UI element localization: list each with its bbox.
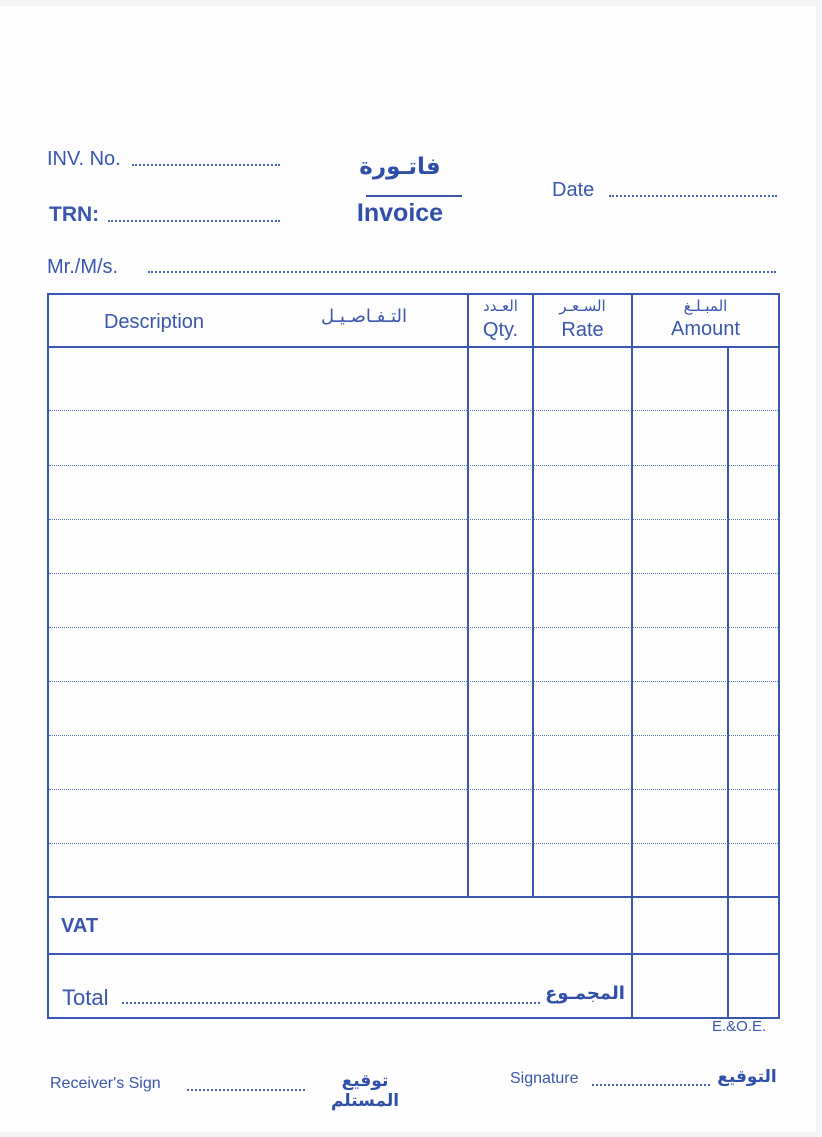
item-row-line bbox=[49, 681, 629, 682]
total-label: Total bbox=[62, 985, 109, 1010]
amount-row-line bbox=[633, 681, 778, 682]
signature-label: Signature bbox=[510, 1070, 579, 1087]
total-row-line bbox=[49, 953, 778, 955]
eoe-note: E.&O.E. bbox=[712, 1018, 767, 1035]
item-row-line bbox=[49, 465, 629, 466]
item-row-line bbox=[49, 789, 629, 790]
column-header-description-ar: التـفـاصـيـل bbox=[321, 306, 407, 327]
item-row-line bbox=[49, 843, 629, 844]
amount-row-line bbox=[633, 627, 778, 628]
receiver-sign-label: Receiver's Sign bbox=[50, 1075, 161, 1092]
item-row-line bbox=[49, 573, 629, 574]
page-title: Invoice bbox=[356, 199, 444, 227]
column-header-rate: Rate bbox=[561, 319, 604, 341]
signature-field[interactable] bbox=[592, 1084, 710, 1086]
column-header-amount: Amount bbox=[671, 318, 740, 340]
signature-label-ar: التوقيع bbox=[717, 1067, 777, 1087]
receiver-sign-label-ar: توقيع المستلم bbox=[330, 1071, 400, 1111]
customer-field[interactable] bbox=[148, 271, 776, 273]
amount-col-divider bbox=[631, 295, 633, 1017]
amount-row-line bbox=[633, 519, 778, 520]
total-label-ar: المجمـوع bbox=[545, 983, 625, 1004]
column-header-qty: Qty. bbox=[482, 319, 519, 341]
column-header-rate-ar: السـعـر bbox=[559, 297, 606, 315]
column-header-qty-ar: العـدد bbox=[483, 297, 518, 315]
inv-no-field[interactable] bbox=[132, 164, 280, 166]
invoice-sheet bbox=[0, 6, 816, 1132]
amount-row-line bbox=[633, 465, 778, 466]
qty-col-divider bbox=[467, 295, 469, 896]
amount-row-line bbox=[633, 789, 778, 790]
trn-field[interactable] bbox=[108, 220, 280, 222]
inv-no-label: INV. No. bbox=[47, 148, 121, 170]
title-divider bbox=[366, 195, 462, 197]
column-header-amount-ar: المبـلـغ bbox=[683, 297, 728, 315]
amount-row-line bbox=[633, 735, 778, 736]
amount-row-line bbox=[633, 410, 778, 411]
header-row-line bbox=[49, 346, 778, 348]
vat-label: VAT bbox=[61, 915, 99, 937]
vat-row-line bbox=[49, 896, 778, 898]
column-header-description: Description bbox=[103, 311, 205, 333]
amount-fils-divider bbox=[727, 347, 729, 1017]
total-words-field[interactable] bbox=[122, 1002, 540, 1004]
amount-row-line bbox=[633, 843, 778, 844]
amount-row-line bbox=[633, 573, 778, 574]
item-row-line bbox=[49, 410, 629, 411]
customer-label: Mr./M/s. bbox=[47, 256, 119, 278]
item-row-line bbox=[49, 627, 629, 628]
items-table bbox=[47, 293, 780, 1019]
date-field[interactable] bbox=[609, 195, 777, 197]
rate-col-divider bbox=[532, 295, 534, 896]
trn-label: TRN: bbox=[49, 203, 100, 226]
item-row-line bbox=[49, 735, 629, 736]
receiver-sign-field[interactable] bbox=[187, 1089, 305, 1091]
date-label: Date bbox=[552, 179, 595, 201]
title-arabic: فاتـورة bbox=[359, 154, 441, 180]
item-row-line bbox=[49, 519, 629, 520]
